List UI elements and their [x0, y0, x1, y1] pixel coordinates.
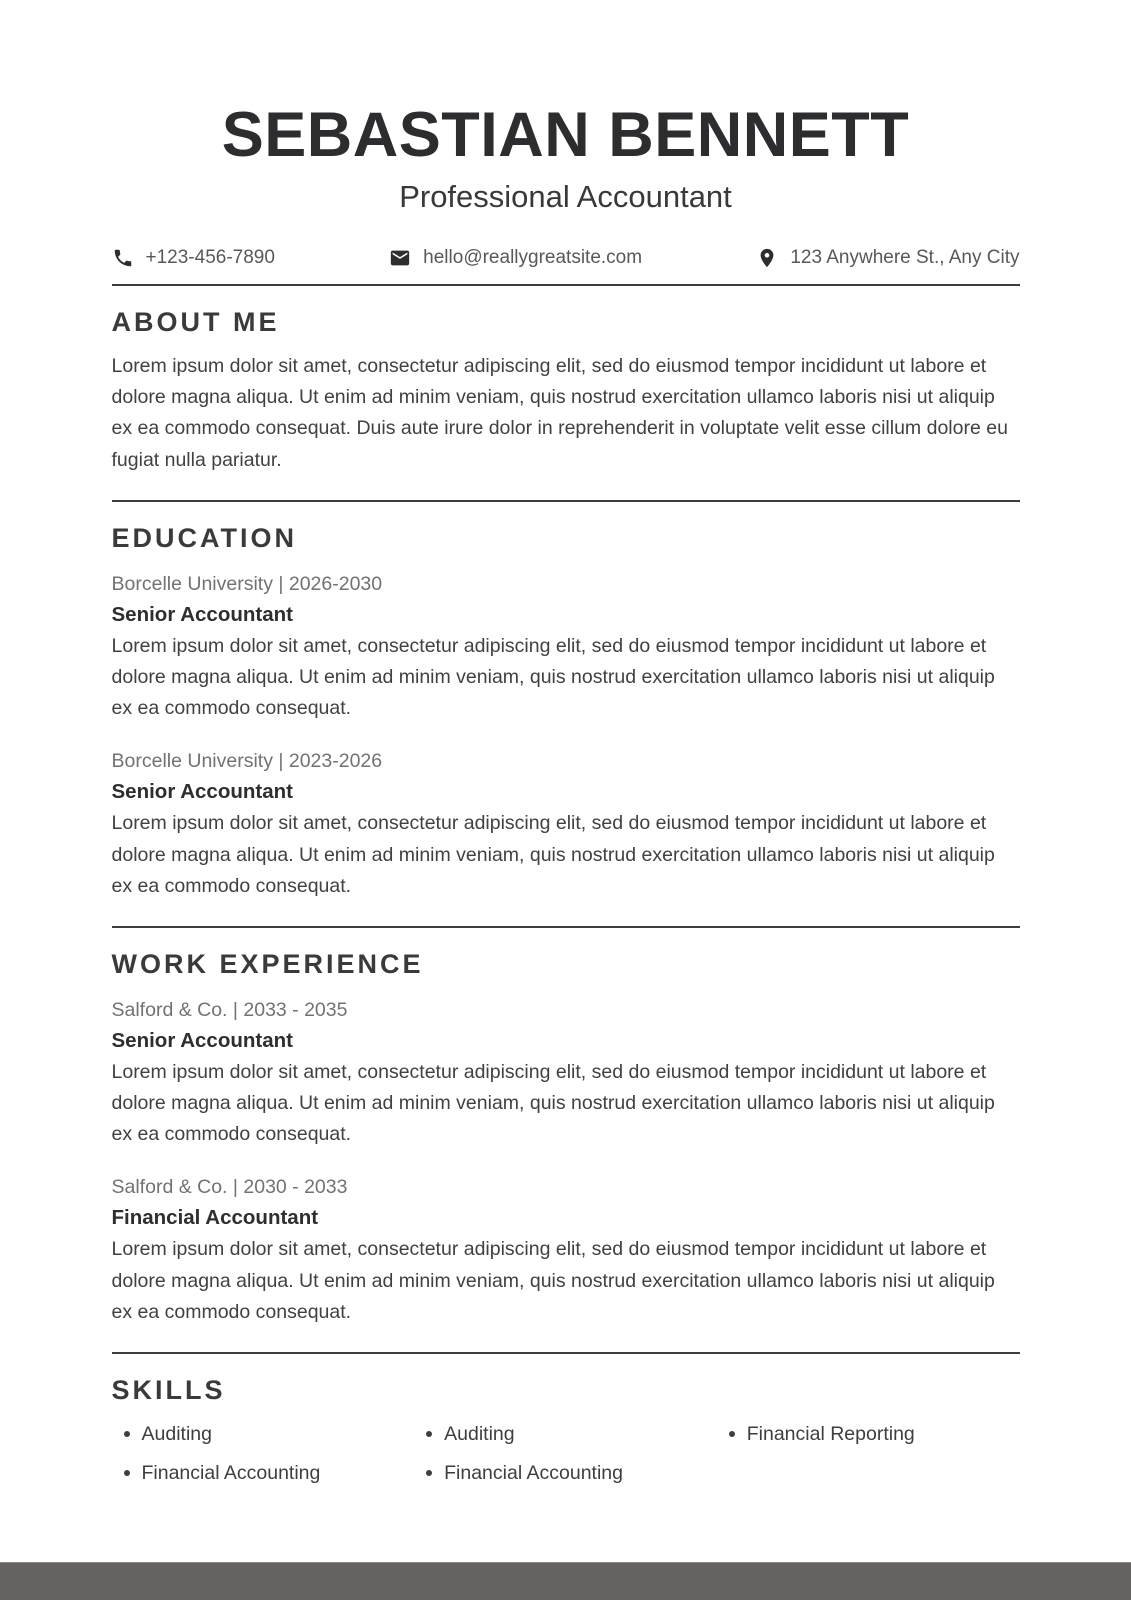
resume-header	[112, 0, 1020, 286]
work-entry-body: Lorem ipsum dolor sit amet, consectetur adipiscing elit, sed do eiusmod tempor incididunt ut labore et dolore magna aliqua. Ut enim ad minim veniam, quis nostrud exercitation ullamco laboris nisi ut aliquip ex ea commodo consequat.	[111, 1060, 995, 1146]
contact-row	[112, 247, 1020, 269]
contact-email	[389, 247, 642, 269]
person-name: SEBASTIAN BENNETT	[221, 100, 910, 170]
education-entry	[112, 554, 1020, 725]
skill-item: Auditing	[414, 1422, 717, 1447]
section-about	[112, 286, 1020, 502]
contact-email-text: hello@reallygreatsite.com	[423, 247, 643, 268]
resume-page	[112, 0, 1020, 1487]
skill-item: Financial Reporting	[717, 1422, 1020, 1447]
contact-phone	[112, 247, 275, 269]
education-entry-meta: Borcelle University | 2023-2026	[111, 750, 383, 773]
skill-item: Financial Accounting	[414, 1461, 717, 1486]
work-heading: WORK EXPERIENCE	[111, 948, 424, 979]
skill-item: Auditing	[112, 1422, 415, 1447]
contact-address-text: 123 Anywhere St., Any City	[790, 247, 1020, 268]
contact-phone-text: +123-456-7890	[145, 247, 275, 268]
work-entry-body: Lorem ipsum dolor sit amet, consectetur adipiscing elit, sed do eiusmod tempor incididunt ut labore et dolore magna aliqua. Ut enim ad minim veniam, quis nostrud exercitation ullamco laboris nisi ut aliquip ex ea commodo consequat.	[111, 1238, 995, 1323]
work-entry-meta: Salford & Co. | 2030 - 2033	[111, 1176, 348, 1199]
location-icon	[756, 247, 778, 269]
skills-column	[717, 1422, 1020, 1487]
skills-grid	[112, 1406, 1020, 1487]
skills-heading: SKILLS	[111, 1375, 226, 1405]
section-education	[112, 502, 1020, 928]
section-skills	[112, 1354, 1020, 1487]
skills-column	[414, 1422, 717, 1487]
skill-item: Financial Accounting	[112, 1461, 415, 1486]
person-title: Professional Accountant	[399, 179, 732, 214]
education-heading: EDUCATION	[111, 522, 297, 553]
education-entry-body: Lorem ipsum dolor sit amet, consectetur adipiscing elit, sed do eiusmod tempor incididunt ut labore et dolore magna aliqua. Ut enim ad minim veniam, quis nostrud exercitation ullamco laboris nisi ut aliquip ex ea commodo consequat.	[111, 634, 995, 720]
work-entry-title: Financial Accountant	[111, 1206, 319, 1230]
phone-icon	[112, 247, 134, 269]
education-entry	[112, 724, 1020, 902]
education-entry-meta: Borcelle University | 2026-2030	[111, 572, 383, 595]
contact-address	[756, 247, 1019, 269]
about-heading: ABOUT ME	[111, 307, 280, 337]
section-work-experience	[112, 928, 1020, 1354]
work-entry-meta: Salford & Co. | 2033 - 2035	[111, 998, 348, 1021]
about-body: Lorem ipsum dolor sit amet, consectetur adipiscing elit, sed do eiusmod tempor incididunt ut labore et dolore magna aliqua. Ut enim ad minim veniam, quis nostrud exercitation ullamco laboris nisi ut aliquip ex ea commodo consequat. Duis aute irure dolor in reprehenderit in voluptate velit esse cillum dolore eu fugiat nulla pariatur.	[111, 355, 1008, 471]
work-entry	[112, 1150, 1020, 1328]
education-entry-title: Senior Accountant	[111, 780, 293, 804]
education-entry-title: Senior Accountant	[111, 602, 293, 626]
skills-column	[112, 1422, 415, 1487]
education-entry-body: Lorem ipsum dolor sit amet, consectetur adipiscing elit, sed do eiusmod tempor incididunt ut labore et dolore magna aliqua. Ut enim ad minim veniam, quis nostrud exercitation ullamco laboris nisi ut aliquip ex ea commodo consequat.	[111, 812, 995, 897]
work-entry-title: Senior Accountant	[111, 1028, 293, 1052]
footer-bar	[0, 1562, 1131, 1600]
email-icon	[389, 247, 411, 269]
work-entry	[112, 980, 1020, 1151]
